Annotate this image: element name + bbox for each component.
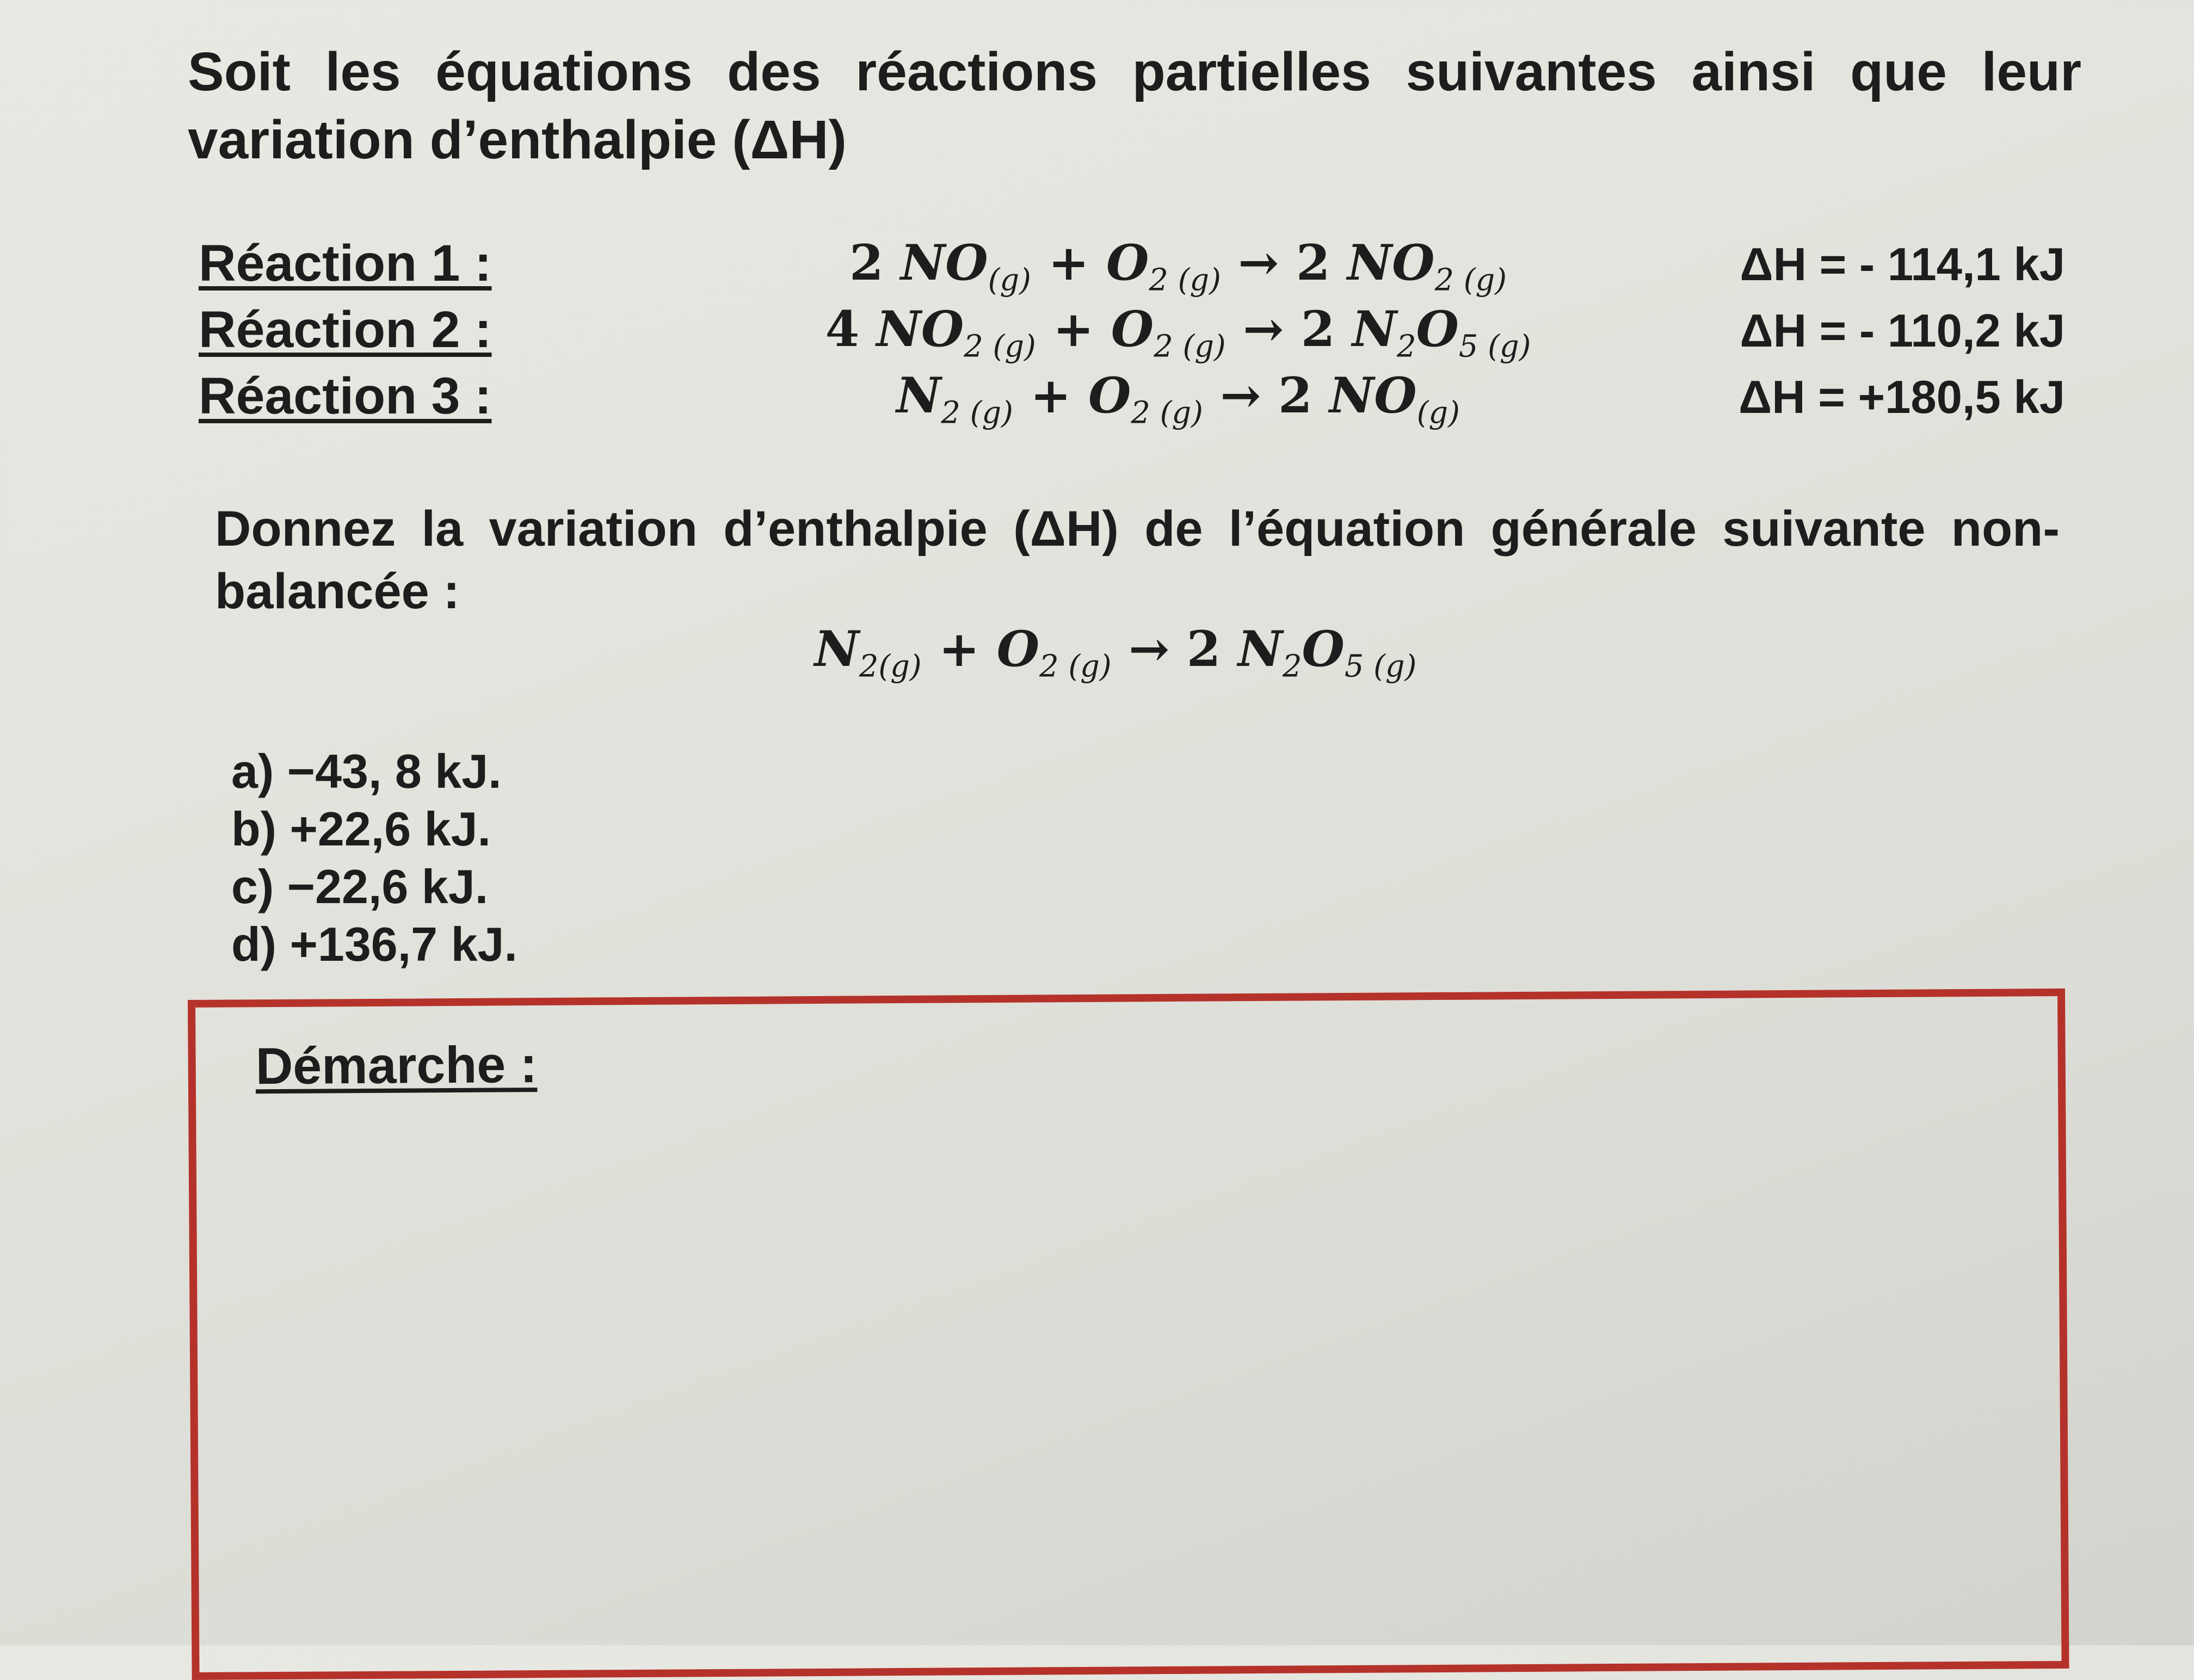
general-equation (707, 620, 1524, 684)
equation-species: O (1106, 234, 1149, 292)
equation-species: O (1416, 300, 1459, 358)
intro-text (188, 38, 2081, 174)
equation-subscript: 2 (1282, 648, 1302, 684)
reaction-label: Réaction 1 : (199, 234, 492, 292)
equation-text: + (1013, 367, 1088, 424)
equation-text: + (1031, 234, 1106, 292)
equation-species: N (896, 367, 941, 424)
intro-paragraph: Soit les équations des réactions partielles suivantes ainsi que leur variation d’enthalpie (ΔH) (188, 41, 2081, 170)
equation-text: + (1036, 300, 1111, 358)
equation-subscript: 2 (g) (941, 395, 1013, 431)
equation-species: NO (900, 234, 988, 292)
equation-subscript: 2 (g) (1131, 395, 1203, 431)
equation-text: → 2 (1203, 367, 1329, 424)
equation-species: NO (876, 300, 964, 358)
reaction-enthalpy: ΔH = - 110,2 kJ (1740, 305, 2065, 357)
question-paragraph: Donnez la variation d’enthalpie (ΔH) de l’équation générale suivante non-balancée : (215, 501, 2060, 619)
equation-text: → 2 (1221, 234, 1347, 292)
choice-c: c) −22,6 kJ. (231, 860, 489, 913)
equation-species: NO (1329, 367, 1417, 424)
equation-text: 4 (825, 300, 877, 358)
equation-subscript: (g) (988, 262, 1031, 298)
work-box (188, 989, 2069, 1680)
equation-species: O (1111, 300, 1154, 358)
equation-species: N (1352, 300, 1397, 358)
choice-a: a) −43, 8 kJ. (231, 744, 502, 798)
reaction-row-3 (199, 367, 2081, 433)
equation-species: N (1237, 620, 1283, 678)
answer-choices (231, 743, 517, 973)
equation-species: NO (1347, 234, 1435, 292)
equation-subscript: (g) (1416, 395, 1460, 431)
choice-b: b) +22,6 kJ. (231, 802, 491, 856)
equation-subscript: 2 (g) (1149, 262, 1221, 298)
reaction-enthalpy: ΔH = +180,5 kJ (1739, 372, 2065, 423)
equation-species: O (996, 620, 1040, 678)
question-text (215, 498, 2060, 623)
reaction-label: Réaction 2 : (199, 301, 492, 359)
equation-subscript: 5 (g) (1458, 329, 1531, 365)
equation-subscript: 2 (1397, 329, 1416, 365)
reaction-equation (784, 300, 1573, 365)
equation-subscript: 2 (g) (1154, 329, 1226, 365)
equation-species: O (1302, 620, 1345, 678)
reaction-enthalpy: ΔH = - 114,1 kJ (1740, 239, 2065, 291)
reaction-row-2 (199, 300, 2081, 367)
reaction-equation (784, 367, 1573, 431)
equation-subscript: 2 (g) (1039, 648, 1112, 684)
equation-text: → 2 (1111, 620, 1238, 678)
equation-species: N (814, 620, 859, 678)
reaction-equation (784, 234, 1573, 298)
equation-text: 2 (849, 234, 901, 292)
equation-subscript: 2 (g) (1434, 262, 1507, 298)
equation-subscript: 5 (g) (1344, 648, 1417, 684)
equation-text: + (921, 620, 997, 678)
partial-reactions (199, 234, 2081, 433)
choice-d: d) +136,7 kJ. (231, 917, 517, 971)
equation-subscript: 2 (g) (964, 329, 1036, 365)
work-title: Démarche : (255, 1036, 538, 1096)
reaction-row-1 (199, 234, 2081, 300)
equation-subscript: 2(g) (859, 648, 922, 684)
equation-species: O (1088, 367, 1131, 424)
reaction-label: Réaction 3 : (199, 367, 492, 425)
equation-text: → 2 (1225, 300, 1352, 358)
